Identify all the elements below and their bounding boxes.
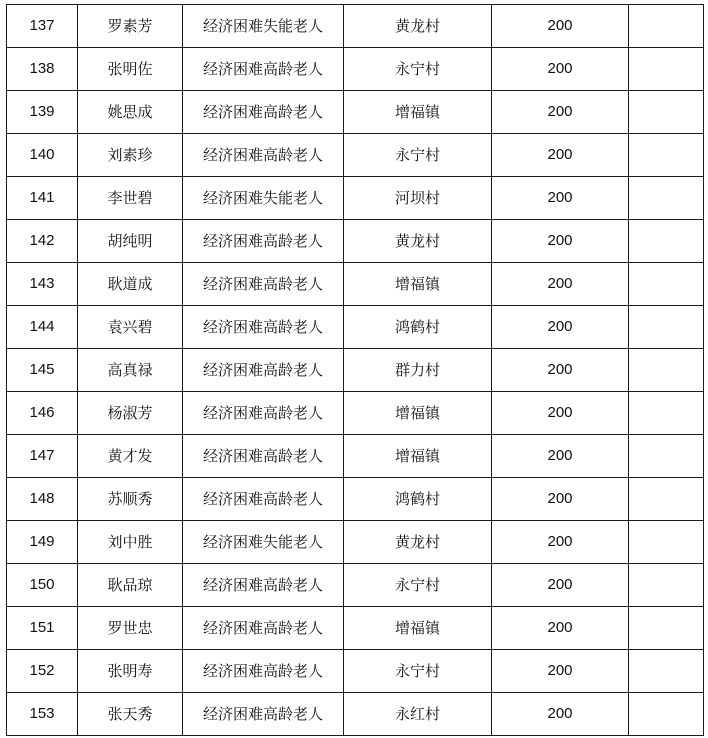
note-cell: [629, 564, 704, 607]
table-row: [7, 263, 704, 306]
table-row: [7, 693, 704, 736]
table-row: [7, 134, 704, 177]
name-cell: 张明佐: [78, 48, 183, 91]
amount-cell: 200: [492, 693, 629, 736]
name-cell: 黄才发: [78, 435, 183, 478]
serial-number-cell: 153: [7, 693, 78, 736]
serial-number-cell: 144: [7, 306, 78, 349]
amount-cell: 200: [492, 134, 629, 177]
name-cell: 耿品琼: [78, 564, 183, 607]
serial-number-cell: 152: [7, 650, 78, 693]
amount-cell: 200: [492, 263, 629, 306]
amount-cell: 200: [492, 177, 629, 220]
name-cell: 杨淑芳: [78, 392, 183, 435]
village-cell: 黄龙村: [344, 521, 492, 564]
note-cell: [629, 349, 704, 392]
village-cell: 河坝村: [344, 177, 492, 220]
table-row: [7, 5, 704, 48]
serial-number-cell: 151: [7, 607, 78, 650]
amount-cell: 200: [492, 306, 629, 349]
serial-number-cell: 150: [7, 564, 78, 607]
name-cell: 袁兴碧: [78, 306, 183, 349]
village-cell: 增福镇: [344, 392, 492, 435]
table-row: [7, 349, 704, 392]
serial-number-cell: 140: [7, 134, 78, 177]
name-cell: 刘素珍: [78, 134, 183, 177]
serial-number-cell: 138: [7, 48, 78, 91]
village-cell: 黄龙村: [344, 5, 492, 48]
table-row: [7, 478, 704, 521]
amount-cell: 200: [492, 91, 629, 134]
amount-cell: 200: [492, 607, 629, 650]
note-cell: [629, 607, 704, 650]
note-cell: [629, 91, 704, 134]
village-cell: 永宁村: [344, 650, 492, 693]
table-row: [7, 650, 704, 693]
amount-cell: 200: [492, 650, 629, 693]
name-cell: 胡纯明: [78, 220, 183, 263]
note-cell: [629, 392, 704, 435]
category-cell: 经济困难高龄老人: [183, 306, 344, 349]
amount-cell: 200: [492, 5, 629, 48]
village-cell: 鸿鹤村: [344, 478, 492, 521]
serial-number-cell: 141: [7, 177, 78, 220]
name-cell: 高真禄: [78, 349, 183, 392]
table-row: [7, 392, 704, 435]
serial-number-cell: 148: [7, 478, 78, 521]
category-cell: 经济困难高龄老人: [183, 91, 344, 134]
note-cell: [629, 220, 704, 263]
category-cell: 经济困难高龄老人: [183, 134, 344, 177]
name-cell: 李世碧: [78, 177, 183, 220]
village-cell: 永宁村: [344, 48, 492, 91]
serial-number-cell: 149: [7, 521, 78, 564]
table-row: [7, 607, 704, 650]
table-row: [7, 564, 704, 607]
category-cell: 经济困难高龄老人: [183, 263, 344, 306]
category-cell: 经济困难高龄老人: [183, 607, 344, 650]
name-cell: 张明寿: [78, 650, 183, 693]
village-cell: 增福镇: [344, 263, 492, 306]
table-row: [7, 177, 704, 220]
category-cell: 经济困难高龄老人: [183, 564, 344, 607]
serial-number-cell: 147: [7, 435, 78, 478]
amount-cell: 200: [492, 435, 629, 478]
subsidy-roster-table: [6, 4, 704, 736]
amount-cell: 200: [492, 521, 629, 564]
village-cell: 增福镇: [344, 607, 492, 650]
name-cell: 姚思成: [78, 91, 183, 134]
category-cell: 经济困难高龄老人: [183, 48, 344, 91]
table-row: [7, 521, 704, 564]
table-row: [7, 220, 704, 263]
name-cell: 刘中胜: [78, 521, 183, 564]
category-cell: 经济困难失能老人: [183, 5, 344, 48]
roster-body: [7, 5, 704, 736]
serial-number-cell: 146: [7, 392, 78, 435]
village-cell: 增福镇: [344, 435, 492, 478]
note-cell: [629, 177, 704, 220]
amount-cell: 200: [492, 48, 629, 91]
village-cell: 黄龙村: [344, 220, 492, 263]
note-cell: [629, 134, 704, 177]
note-cell: [629, 435, 704, 478]
table-row: [7, 91, 704, 134]
name-cell: 苏顺秀: [78, 478, 183, 521]
village-cell: 群力村: [344, 349, 492, 392]
category-cell: 经济困难高龄老人: [183, 435, 344, 478]
table-row: [7, 48, 704, 91]
serial-number-cell: 143: [7, 263, 78, 306]
amount-cell: 200: [492, 564, 629, 607]
category-cell: 经济困难失能老人: [183, 521, 344, 564]
note-cell: [629, 48, 704, 91]
category-cell: 经济困难高龄老人: [183, 478, 344, 521]
note-cell: [629, 263, 704, 306]
village-cell: 永红村: [344, 693, 492, 736]
note-cell: [629, 306, 704, 349]
village-cell: 鸿鹤村: [344, 306, 492, 349]
serial-number-cell: 139: [7, 91, 78, 134]
serial-number-cell: 145: [7, 349, 78, 392]
category-cell: 经济困难高龄老人: [183, 693, 344, 736]
category-cell: 经济困难高龄老人: [183, 650, 344, 693]
amount-cell: 200: [492, 220, 629, 263]
note-cell: [629, 5, 704, 48]
name-cell: 罗素芳: [78, 5, 183, 48]
serial-number-cell: 142: [7, 220, 78, 263]
table-row: [7, 435, 704, 478]
note-cell: [629, 478, 704, 521]
note-cell: [629, 650, 704, 693]
amount-cell: 200: [492, 478, 629, 521]
village-cell: 增福镇: [344, 91, 492, 134]
amount-cell: 200: [492, 349, 629, 392]
category-cell: 经济困难高龄老人: [183, 220, 344, 263]
note-cell: [629, 693, 704, 736]
serial-number-cell: 137: [7, 5, 78, 48]
amount-cell: 200: [492, 392, 629, 435]
village-cell: 永宁村: [344, 564, 492, 607]
village-cell: 永宁村: [344, 134, 492, 177]
note-cell: [629, 521, 704, 564]
category-cell: 经济困难高龄老人: [183, 349, 344, 392]
category-cell: 经济困难失能老人: [183, 177, 344, 220]
name-cell: 张天秀: [78, 693, 183, 736]
name-cell: 罗世忠: [78, 607, 183, 650]
name-cell: 耿道成: [78, 263, 183, 306]
roster-sheet: [6, 4, 704, 736]
category-cell: 经济困难高龄老人: [183, 392, 344, 435]
table-row: [7, 306, 704, 349]
